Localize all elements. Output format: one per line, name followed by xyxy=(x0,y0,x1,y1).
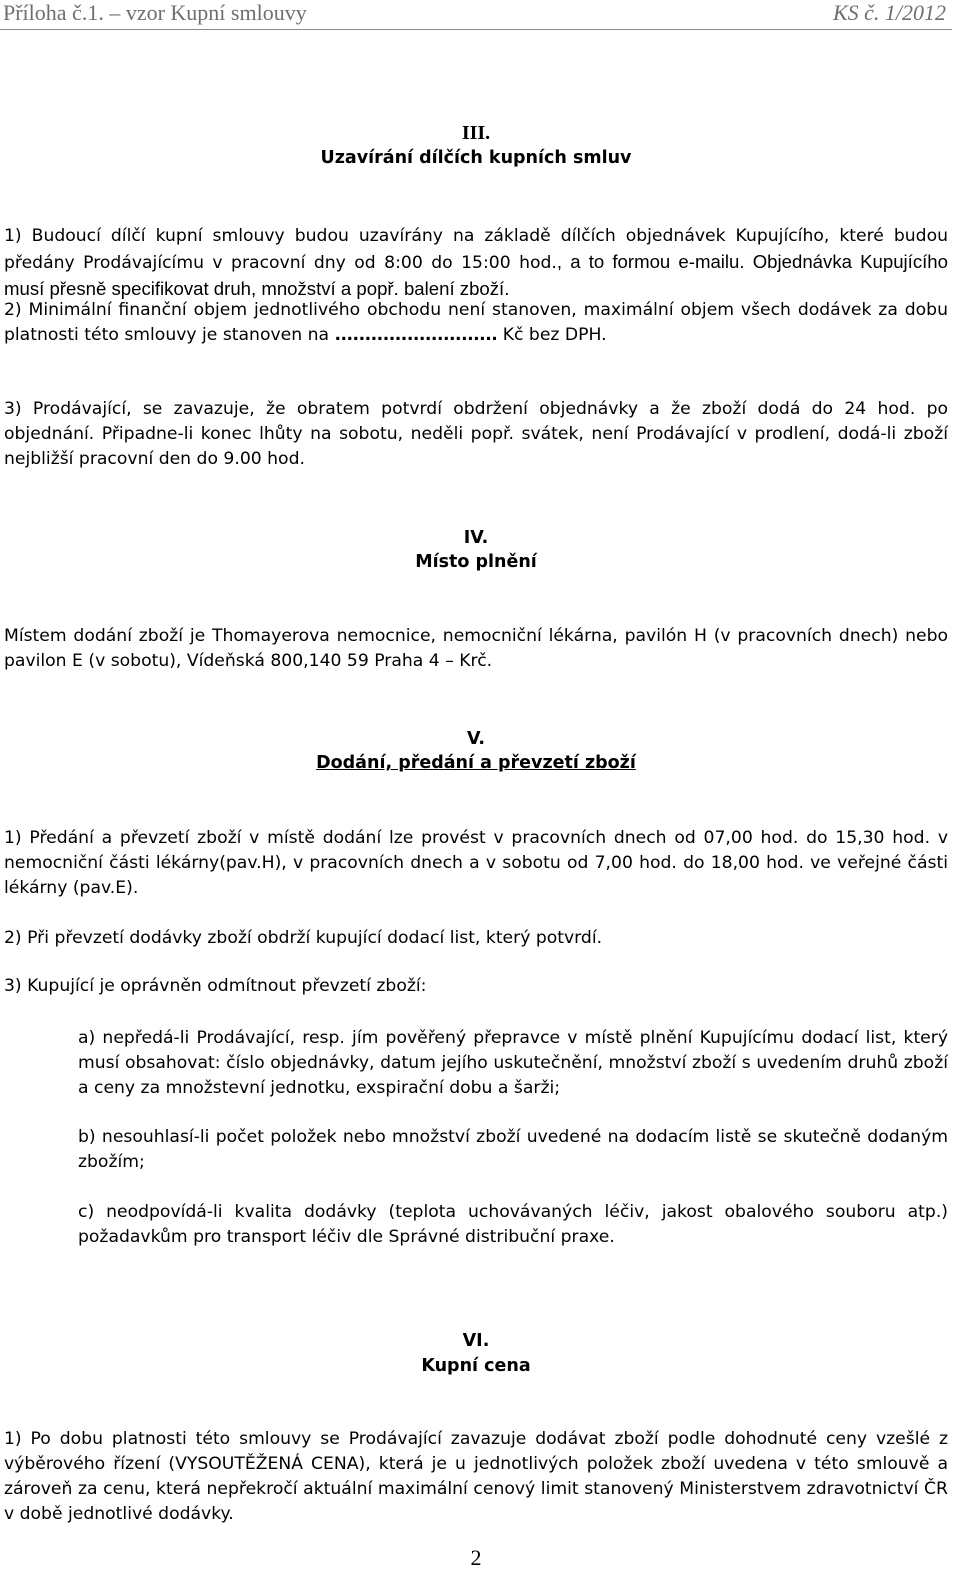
section-6-number: VI. xyxy=(462,1331,490,1351)
header-contract-number: KS č. 1/2012 xyxy=(832,0,946,25)
section-3-paragraph-2-part-b: Kč bez DPH. xyxy=(497,325,607,345)
section-6-paragraph-1: 1) Po dobu platnosti této smlouvy se Prodávající zavazuje dodávat zboží podle dohodnuté ceny vzešlé z výběrového řízení (VYSOUTĚŽENÁ CENA), která je u jednotlivých položek zboží uvedena v této smlouvě a zároveň za cenu, která nepřekročí aktuální maximální cenový limit stanovený Ministerstvem zdravotnictví ČR v době jednotlivé dodávky. xyxy=(4,1429,948,1524)
amount-placeholder: ........................... xyxy=(334,325,498,345)
header-divider xyxy=(0,29,952,30)
section-5-paragraph-3: 3) Kupující je oprávněn odmítnout převzetí zboží: xyxy=(4,976,427,996)
section-4-title: Místo plnění xyxy=(415,552,537,572)
section-4-number: IV. xyxy=(463,528,489,548)
section-5-number: V. xyxy=(467,729,485,749)
section-5-title: Dodání, předání a převzetí zboží xyxy=(316,753,636,773)
section-3-paragraph-3: 3) Prodávající, se zavazuje, že obratem potvrdí obdržení objednávky a že zboží dodá do 24 hod. po objednání. Připadne-li konec lhůty na sobotu, neděli popř. svátek, není Prodávající v prodlení, dodá-li zboží nejbližší pracovní den do 9.00 hod. xyxy=(4,399,948,469)
header-title: Příloha č.1. – vzor Kupní smlouvy xyxy=(3,0,307,25)
section-5-paragraph-2: 2) Při převzetí dodávky zboží obdrží kupující dodací list, který potvrdí. xyxy=(4,928,603,948)
section-5-item-b: b) nesouhlasí-li počet položek nebo množství zboží uvedené na dodacím listě se skutečně dodaným zbožím; xyxy=(78,1127,948,1172)
section-3-number: III. xyxy=(461,122,491,144)
section-5-item-c: c) neodpovídá-li kvalita dodávky (teplota uchovávaných léčiv, jakost obalového souboru atp.) požadavkům pro transport léčiv dle Správné distribuční praxe. xyxy=(78,1202,948,1247)
section-3-paragraph-2-part-a: 2) Minimální finanční objem jednotlivého obchodu není stanoven, maximální objem všech dodávek za dobu platnosti této smlouvy je stanoven na xyxy=(4,300,948,345)
section-3-paragraph-1-part-b: , a to formou e-mailu. Objednávka Kupujícího musí přesně specifikovat druh, množství a popř. balení zboží. xyxy=(4,251,948,299)
section-5-item-a: a) nepředá-li Prodávající, resp. jím pověřený přepravce v místě plnění Kupujícímu dodací list, který musí obsahovat: číslo objednávky, datum jejího uskutečnění, množství zboží s uvedením druhů zboží a ceny za množstevní jednotku, exspirační dobu a šarži; xyxy=(78,1028,948,1098)
section-6-title: Kupní cena xyxy=(421,1356,531,1376)
section-5-paragraph-1: 1) Předání a převzetí zboží v místě dodání lze provést v pracovních dnech od 07,00 hod. do 15,30 hod. v nemocniční části lékárny(pav.H), v pracovních dnech a v sobotu od 7,00 hod. do 18,00 hod. ve veřejné části lékárny (pav.E). xyxy=(4,828,948,898)
section-3-paragraph-1 xyxy=(4,224,948,303)
section-3-paragraph-2 xyxy=(4,298,948,348)
section-3-paragraph-1-part-a: 1) Budoucí dílčí kupní smlouvy budou uzavírány na základě dílčích objednávek Kupujícího, které budou předány Prodávajícímu v pracovní dny od 8:00 do 15:00 hod. xyxy=(4,226,948,273)
page-number: 2 xyxy=(470,1545,482,1570)
section-4-paragraph-1: Místem dodání zboží je Thomayerova nemocnice, nemocniční lékárna, pavilón H (v pracovních dnech) nebo pavilon E (v sobotu), Vídeňská 800,140 59 Praha 4 – Krč. xyxy=(4,626,948,671)
section-3-title: Uzavírání dílčích kupních smluv xyxy=(320,148,632,168)
